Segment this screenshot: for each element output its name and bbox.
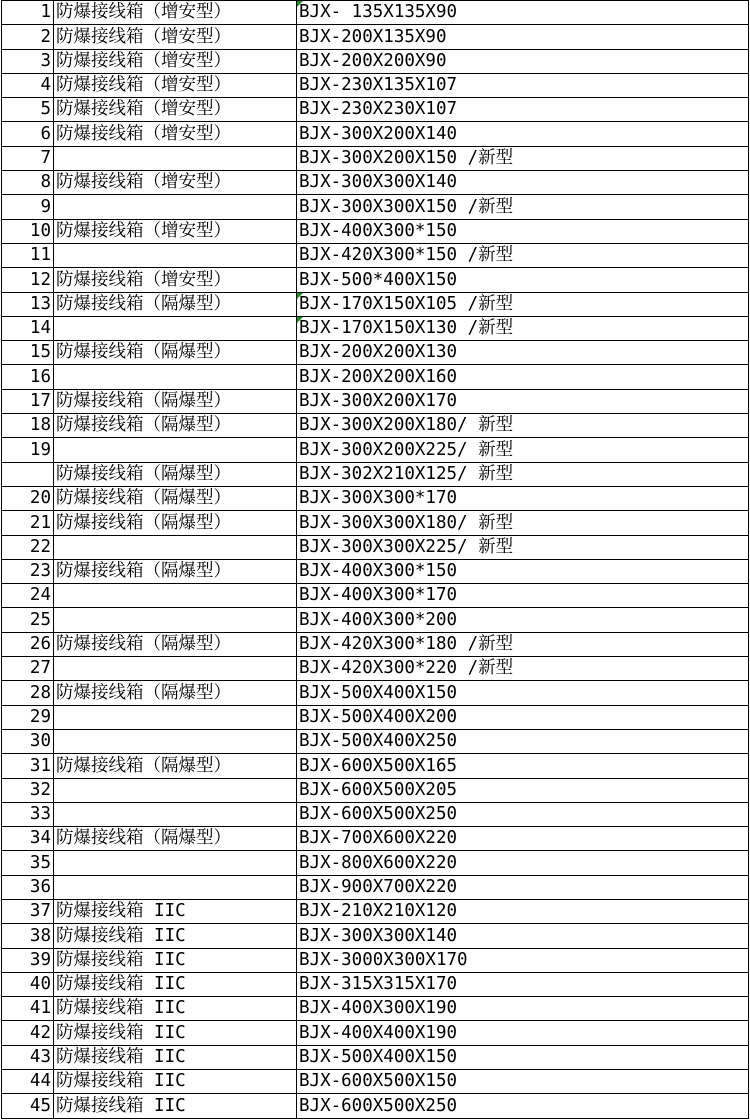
model-text: BJX-170X150X105 /新型 (299, 293, 514, 314)
row-number-cell[interactable]: 4 (2, 73, 54, 97)
model-text: BJX-400X300*200 (299, 609, 458, 630)
row-number-cell[interactable]: 15 (2, 341, 54, 365)
table-row (2, 997, 749, 1021)
model-cell[interactable] (297, 899, 749, 923)
row-number-cell[interactable]: 45 (2, 1094, 54, 1118)
product-name-cell[interactable]: 防爆接线箱（增安型） (54, 25, 297, 49)
model-cell[interactable] (297, 608, 749, 632)
model-text: BJX-500X400X150 (299, 1047, 458, 1068)
table-row (2, 1, 749, 25)
table-row (2, 414, 749, 438)
model-text: BJX-302X210X125/ 新型 (299, 463, 514, 484)
product-name-cell[interactable]: 防爆接线箱（隔爆型） (54, 341, 297, 365)
model-cell[interactable] (297, 875, 749, 899)
product-name-cell[interactable]: 防爆接线箱（增安型） (54, 219, 297, 243)
model-text: BJX-300X200X140 (299, 123, 458, 144)
product-table (1, 0, 749, 1119)
row-number-cell[interactable]: 5 (2, 98, 54, 122)
table-row (2, 146, 749, 170)
row-number-cell[interactable]: 14 (2, 316, 54, 340)
table-row (2, 511, 749, 535)
model-text: BJX-3000X300X170 (299, 949, 468, 970)
model-cell[interactable] (297, 268, 749, 292)
model-cell[interactable] (297, 535, 749, 559)
product-name-cell[interactable] (54, 705, 297, 729)
row-number-cell[interactable]: 33 (2, 802, 54, 826)
table-row (2, 875, 749, 899)
table-row (2, 195, 749, 219)
model-cell[interactable] (297, 705, 749, 729)
table-row (2, 851, 749, 875)
table-row (2, 341, 749, 365)
model-text: BJX-170X150X130 /新型 (299, 318, 514, 339)
product-name-cell[interactable]: 防爆接线箱 IIC (54, 1094, 297, 1118)
product-name-cell[interactable] (54, 535, 297, 559)
model-text: BJX-700X600X220 (299, 828, 458, 849)
table-row (2, 438, 749, 462)
model-cell[interactable] (297, 195, 749, 219)
row-number-cell[interactable]: 8 (2, 171, 54, 195)
row-number-cell[interactable]: 21 (2, 511, 54, 535)
row-number-cell[interactable]: 13 (2, 292, 54, 316)
product-name-cell[interactable]: 防爆接线箱（隔爆型） (54, 632, 297, 656)
table-row (2, 827, 749, 851)
model-text: BJX-230X135X107 (299, 75, 458, 96)
row-number-cell[interactable]: 32 (2, 778, 54, 802)
product-name-cell[interactable]: 防爆接线箱（隔爆型） (54, 511, 297, 535)
model-cell[interactable] (297, 584, 749, 608)
table-row (2, 632, 749, 656)
table-row (2, 948, 749, 972)
row-number-cell[interactable]: 10 (2, 219, 54, 243)
model-cell[interactable] (297, 171, 749, 195)
model-text: BJX-300X300X140 (299, 925, 458, 946)
row-number-cell[interactable]: 1 (2, 1, 54, 25)
model-cell[interactable] (297, 827, 749, 851)
row-number-cell[interactable]: 11 (2, 243, 54, 267)
product-name-cell[interactable] (54, 243, 297, 267)
model-text: BJX-900X700X220 (299, 876, 458, 897)
row-number-cell[interactable]: 27 (2, 657, 54, 681)
model-text: BJX-300X300X180/ 新型 (299, 512, 514, 533)
model-cell[interactable] (297, 341, 749, 365)
model-text: BJX-300X300X150 /新型 (299, 196, 514, 217)
product-name-cell[interactable]: 防爆接线箱（隔爆型） (54, 414, 297, 438)
model-cell[interactable] (297, 657, 749, 681)
table-row (2, 899, 749, 923)
table-row (2, 657, 749, 681)
product-name-cell[interactable] (54, 608, 297, 632)
product-name-cell[interactable] (54, 365, 297, 389)
model-text: BJX-600X500X250 (299, 1095, 458, 1116)
model-cell[interactable] (297, 681, 749, 705)
row-number-cell[interactable]: 44 (2, 1070, 54, 1094)
table-row (2, 98, 749, 122)
table-row (2, 535, 749, 559)
table-row (2, 1070, 749, 1094)
model-cell[interactable] (297, 414, 749, 438)
table-row (2, 972, 749, 996)
row-number-cell[interactable]: 23 (2, 559, 54, 583)
product-name-cell[interactable]: 防爆接线箱（增安型） (54, 171, 297, 195)
product-name-cell[interactable]: 防爆接线箱（隔爆型） (54, 559, 297, 583)
model-text: BJX-200X200X160 (299, 366, 458, 387)
row-number-cell[interactable]: 39 (2, 948, 54, 972)
model-text: BJX-600X500X165 (299, 755, 458, 776)
model-cell[interactable] (297, 851, 749, 875)
product-name-cell[interactable]: 防爆接线箱（隔爆型） (54, 754, 297, 778)
model-text: BJX-300X300X225/ 新型 (299, 536, 514, 557)
table-row (2, 219, 749, 243)
product-name-cell[interactable] (54, 802, 297, 826)
model-cell[interactable] (297, 98, 749, 122)
product-name-cell[interactable] (54, 851, 297, 875)
row-number-cell[interactable]: 42 (2, 1021, 54, 1045)
product-name-cell[interactable]: 防爆接线箱（隔爆型） (54, 389, 297, 413)
model-text: BJX-315X315X170 (299, 974, 458, 995)
model-text: BJX-600X500X250 (299, 804, 458, 825)
model-text: BJX-400X400X190 (299, 1022, 458, 1043)
product-name-cell[interactable] (54, 146, 297, 170)
table-row (2, 486, 749, 510)
model-text: BJX-200X135X90 (299, 26, 447, 47)
product-name-cell[interactable]: 防爆接线箱（增安型） (54, 49, 297, 73)
row-number-cell[interactable] (2, 462, 54, 486)
row-number-cell[interactable]: 17 (2, 389, 54, 413)
model-text: BJX-300X300X140 (299, 172, 458, 193)
row-number-cell[interactable]: 30 (2, 729, 54, 753)
model-cell[interactable] (297, 389, 749, 413)
model-text: BJX-500X400X150 (299, 682, 458, 703)
table-row (2, 316, 749, 340)
comment-indicator-icon (297, 293, 303, 299)
table-row (2, 462, 749, 486)
model-cell[interactable] (297, 73, 749, 97)
row-number-cell[interactable]: 36 (2, 875, 54, 899)
table-row (2, 73, 749, 97)
row-number-cell[interactable]: 40 (2, 972, 54, 996)
row-number-cell[interactable]: 19 (2, 438, 54, 462)
table-row (2, 1021, 749, 1045)
product-name-cell[interactable]: 防爆接线箱 IIC (54, 1021, 297, 1045)
product-name-cell[interactable]: 防爆接线箱（增安型） (54, 268, 297, 292)
model-cell[interactable] (297, 924, 749, 948)
table-row (2, 584, 749, 608)
model-cell[interactable] (297, 292, 749, 316)
model-cell[interactable] (297, 511, 749, 535)
model-text: BJX-500*400X150 (299, 269, 458, 290)
product-name-cell[interactable] (54, 195, 297, 219)
model-cell[interactable] (297, 559, 749, 583)
row-number-cell[interactable]: 41 (2, 997, 54, 1021)
model-cell[interactable] (297, 1045, 749, 1069)
product-name-cell[interactable]: 防爆接线箱 IIC (54, 972, 297, 996)
table-row (2, 389, 749, 413)
table-row (2, 608, 749, 632)
model-text: BJX-210X210X120 (299, 901, 458, 922)
product-name-cell[interactable]: 防爆接线箱（隔爆型） (54, 462, 297, 486)
model-cell[interactable] (297, 1, 749, 25)
product-name-cell[interactable] (54, 875, 297, 899)
model-text: BJX-300X200X150 /新型 (299, 148, 514, 169)
model-text: BJX-400X300*150 (299, 561, 458, 582)
table-row (2, 778, 749, 802)
model-cell[interactable] (297, 972, 749, 996)
row-number-cell[interactable]: 16 (2, 365, 54, 389)
model-cell[interactable] (297, 365, 749, 389)
model-text: BJX-200X200X130 (299, 342, 458, 363)
model-cell[interactable] (297, 243, 749, 267)
model-text: BJX-400X300*170 (299, 585, 458, 606)
model-text: BJX-400X300X190 (299, 998, 458, 1019)
model-text: BJX-300X200X225/ 新型 (299, 439, 514, 460)
product-name-cell[interactable]: 防爆接线箱（隔爆型） (54, 292, 297, 316)
model-text: BJX-800X600X220 (299, 852, 458, 873)
row-number-cell[interactable]: 43 (2, 1045, 54, 1069)
model-cell[interactable] (297, 1021, 749, 1045)
table-body (2, 1, 749, 1119)
table-row (2, 365, 749, 389)
table-row (2, 924, 749, 948)
model-cell[interactable] (297, 122, 749, 146)
model-cell[interactable] (297, 1094, 749, 1118)
row-number-cell[interactable]: 38 (2, 924, 54, 948)
product-name-cell[interactable]: 防爆接线箱（增安型） (54, 122, 297, 146)
table-row (2, 705, 749, 729)
row-number-cell[interactable]: 26 (2, 632, 54, 656)
model-cell[interactable] (297, 778, 749, 802)
table-row (2, 49, 749, 73)
row-number-cell[interactable]: 22 (2, 535, 54, 559)
table-row (2, 681, 749, 705)
row-number-cell[interactable]: 18 (2, 414, 54, 438)
model-text: BJX-200X200X90 (299, 50, 447, 71)
row-number-cell[interactable]: 2 (2, 25, 54, 49)
table-row (2, 559, 749, 583)
product-name-cell[interactable] (54, 729, 297, 753)
row-number-cell[interactable]: 3 (2, 49, 54, 73)
table-row (2, 802, 749, 826)
product-name-cell[interactable]: 防爆接线箱 IIC (54, 948, 297, 972)
model-cell[interactable] (297, 632, 749, 656)
comment-indicator-icon (297, 317, 303, 323)
model-text: BJX-300X300*170 (299, 488, 458, 509)
product-name-cell[interactable]: 防爆接线箱（隔爆型） (54, 827, 297, 851)
product-name-cell[interactable]: 防爆接线箱（增安型） (54, 73, 297, 97)
product-name-cell[interactable]: 防爆接线箱（增安型） (54, 98, 297, 122)
product-name-cell[interactable]: 防爆接线箱 IIC (54, 1070, 297, 1094)
table-row (2, 268, 749, 292)
model-text: BJX-420X300*180 /新型 (299, 634, 514, 655)
model-cell[interactable] (297, 25, 749, 49)
product-name-cell[interactable]: 防爆接线箱（隔爆型） (54, 681, 297, 705)
table-row (2, 292, 749, 316)
table-row (2, 243, 749, 267)
model-text: BJX-420X300*220 /新型 (299, 658, 514, 679)
model-cell[interactable] (297, 997, 749, 1021)
model-text: BJX-300X200X170 (299, 391, 458, 412)
product-name-cell[interactable]: 防爆接线箱 IIC (54, 899, 297, 923)
model-cell[interactable] (297, 486, 749, 510)
row-number-cell[interactable]: 28 (2, 681, 54, 705)
table-row (2, 171, 749, 195)
product-name-cell[interactable] (54, 584, 297, 608)
product-name-cell[interactable]: 防爆接线箱 IIC (54, 997, 297, 1021)
row-number-cell[interactable]: 7 (2, 146, 54, 170)
model-text: BJX-600X500X205 (299, 779, 458, 800)
row-number-cell[interactable]: 9 (2, 195, 54, 219)
model-text: BJX-600X500X150 (299, 1071, 458, 1092)
product-name-cell[interactable] (54, 438, 297, 462)
model-cell[interactable] (297, 49, 749, 73)
product-name-cell[interactable] (54, 657, 297, 681)
model-text: BJX-400X300*150 (299, 220, 458, 241)
model-cell[interactable] (297, 1070, 749, 1094)
table-row (2, 1094, 749, 1118)
product-name-cell[interactable] (54, 316, 297, 340)
row-number-cell[interactable]: 24 (2, 584, 54, 608)
model-text: BJX-500X400X200 (299, 706, 458, 727)
model-cell[interactable] (297, 462, 749, 486)
row-number-cell[interactable]: 31 (2, 754, 54, 778)
table-row (2, 754, 749, 778)
model-cell[interactable] (297, 729, 749, 753)
product-name-cell[interactable]: 防爆接线箱 IIC (54, 1045, 297, 1069)
row-number-cell[interactable]: 6 (2, 122, 54, 146)
table-row (2, 25, 749, 49)
model-text: BJX-230X230X107 (299, 99, 458, 120)
model-cell[interactable] (297, 802, 749, 826)
product-name-cell[interactable]: 防爆接线箱 IIC (54, 924, 297, 948)
model-text: BJX-420X300*150 /新型 (299, 245, 514, 266)
model-cell[interactable] (297, 948, 749, 972)
product-name-cell[interactable] (54, 778, 297, 802)
model-text: BJX-300X200X180/ 新型 (299, 415, 514, 436)
model-cell[interactable] (297, 754, 749, 778)
product-name-cell[interactable]: 防爆接线箱（隔爆型） (54, 486, 297, 510)
row-number-cell[interactable]: 29 (2, 705, 54, 729)
comment-indicator-icon (297, 1, 303, 7)
row-number-cell[interactable]: 35 (2, 851, 54, 875)
model-text: BJX- 135X135X90 (299, 2, 458, 23)
row-number-cell[interactable]: 34 (2, 827, 54, 851)
row-number-cell[interactable]: 12 (2, 268, 54, 292)
model-text: BJX-500X400X250 (299, 731, 458, 752)
table-row (2, 729, 749, 753)
row-number-cell[interactable]: 20 (2, 486, 54, 510)
table-row (2, 1045, 749, 1069)
product-name-cell[interactable]: 防爆接线箱（增安型） (54, 1, 297, 25)
row-number-cell[interactable]: 25 (2, 608, 54, 632)
model-cell[interactable] (297, 146, 749, 170)
table-row (2, 122, 749, 146)
model-cell[interactable] (297, 438, 749, 462)
model-cell[interactable] (297, 316, 749, 340)
model-cell[interactable] (297, 219, 749, 243)
row-number-cell[interactable]: 37 (2, 899, 54, 923)
